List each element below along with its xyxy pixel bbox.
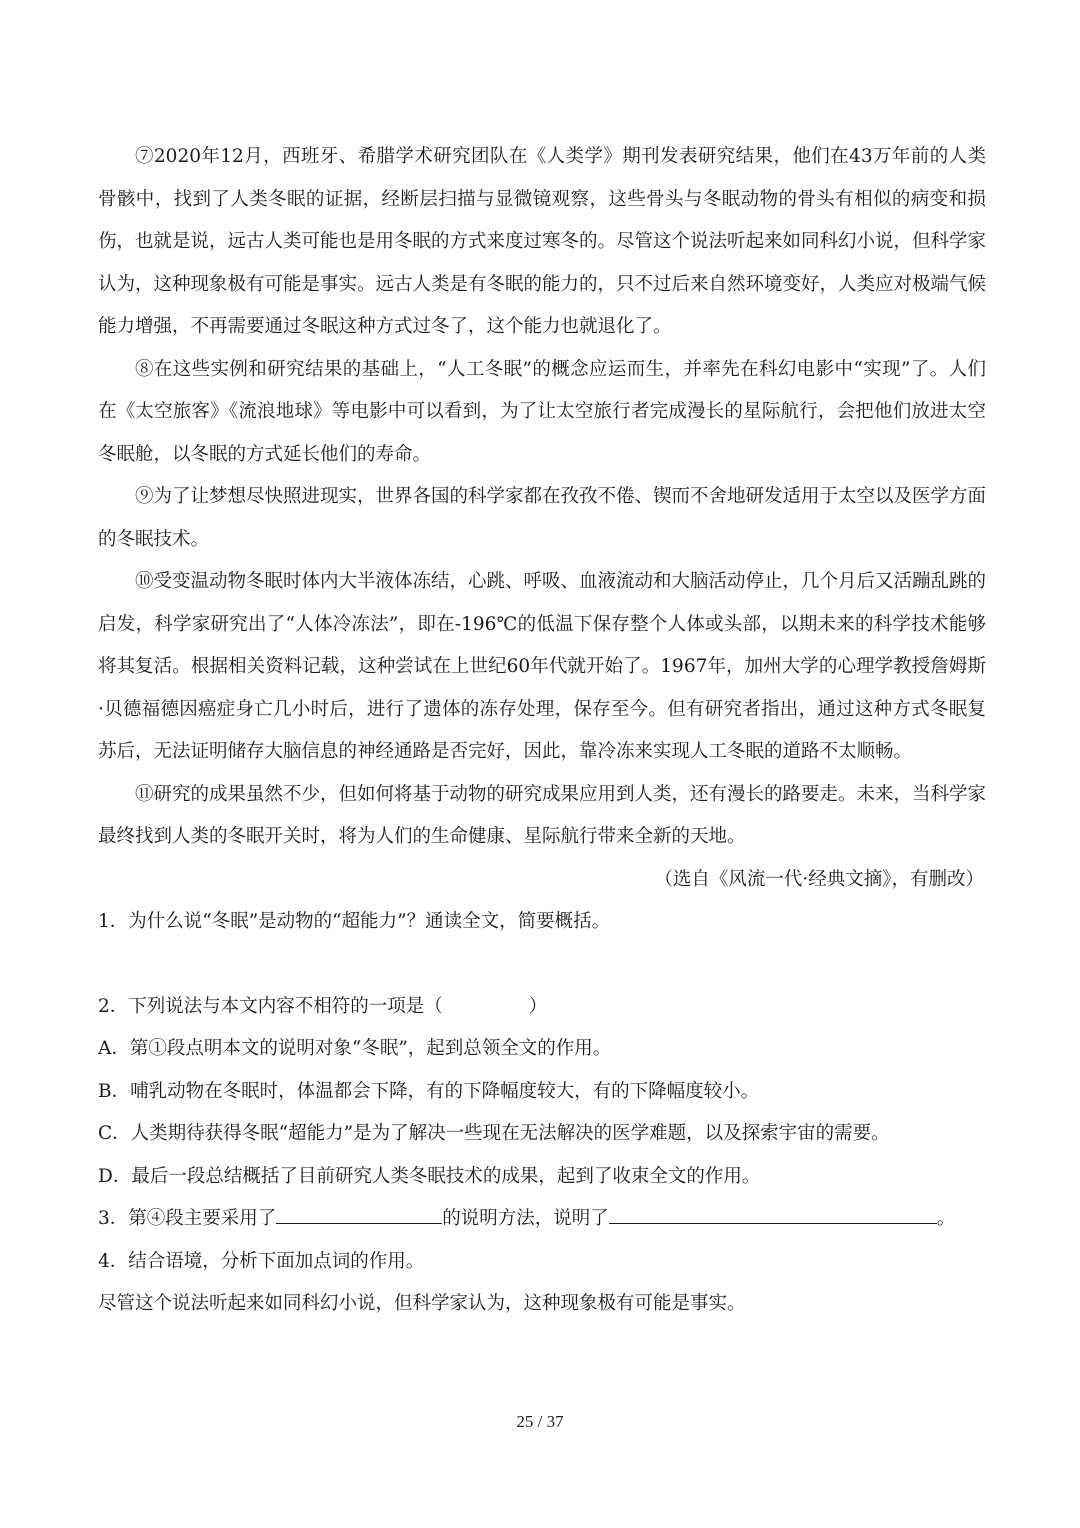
page-number: 25 / 37	[516, 1412, 564, 1431]
question-1: 1．为什么说“冬眠”是动物的“超能力”？通读全文，简要概括。	[98, 911, 611, 932]
question-4: 4．结合语境，分析下面加点词的作用。	[98, 1250, 425, 1272]
option-c: C．人类期待获得冬眠“超能力”是为了解决一些现在无法解决的医学难题，以及探索宇宙的需要。	[98, 1123, 890, 1144]
answer-blank-explanation	[609, 1204, 937, 1224]
question-3-part-1: 3．第④段主要采用了	[98, 1208, 277, 1229]
paragraph-8: ⑧在这些实例和研究结果的基础上，“人工冬眠”的概念应运而生，并率先在科幻电影中“实现”了。人们在《太空旅客》《流浪地球》等电影中可以看到，为了让太空旅行者完成漫长的星际航行，会把他们放进太空冬眠舱，以冬眠的方式延长他们的寿命。	[98, 358, 986, 465]
question-2-stem-close: ）	[528, 995, 548, 1017]
paragraph-9: ⑨为了让梦想尽快照进现实，世界各国的科学家都在孜孜不倦、锲而不舍地研发适用于太空以及医学方面的冬眠技术。	[98, 486, 987, 550]
option-a: A．第①段点明本文的说明对象“冬眠”，起到总领全文的作用。	[98, 1038, 612, 1059]
option-b: B．哺乳动物在冬眠时，体温都会下降，有的下降幅度较大，有的下降幅度较小。	[98, 1080, 760, 1102]
answer-blank-method	[276, 1204, 442, 1224]
question-3-part-3: 。	[936, 1208, 956, 1229]
question-2-stem	[98, 986, 986, 1029]
question-3	[98, 1198, 986, 1241]
question-3-part-2: 的说明方法，说明了	[442, 1208, 609, 1229]
paragraph-7: ⑦2020年12月，西班牙、希腊学术研究团队在《人类学》期刊发表研究结果，他们在43万年前的人类骨骸中，找到了人类冬眠的证据，经断层扫描与显微镜观察，这些骨头与冬眠动物的骨头有相似的病变和损伤，也就是说，远古人类可能也是用冬眠的方式来度过寒冬的。尽管这个说法听起来如同科幻小说，但科学家认为，这种现象极有可能是事实。远古人类是有冬眠的能力的，只不过后来自然环境变好，人类应对极端气候能力增强，不再需要通过冬眠这种方式过冬了，这个能力也就退化了。	[98, 146, 987, 337]
paragraph-10: ⑩受变温动物冬眠时体内大半液体冻结，心跳、呼吸、血液流动和大脑活动停止，几个月后又活蹦乱跳的启发，科学家研究出了“人体冷冻法”，即在-196℃的低温下保存整个人体或头部，以期未来的科学技术能够将其复活。根据相关资料记载，这种尝试在上世纪60年代就开始了。1967年，加州大学的心理学教授詹姆斯·贝德福德因癌症身亡几小时后，进行了遗体的冻存处理，保存至今。但有研究者指出，通过这种方式冬眠复苏后，无法证明储存大脑信息的神经通路是否完好，因此，靠冷冻来实现人工冬眠的道路不太顺畅。	[98, 571, 987, 762]
paragraph-11: ⑪研究的成果虽然不少，但如何将基于动物的研究成果应用到人类，还有漫长的路要走。未来，当科学家最终找到人类的冬眠开关时，将为人们的生命健康、星际航行带来全新的天地。	[98, 783, 987, 847]
question-2-stem-text: 2．下列说法与本文内容不相符的一项是（	[98, 995, 443, 1017]
source-citation: （选自《风流一代·经典文摘》，有删改）	[654, 868, 984, 890]
question-4-sentence: 尽管这个说法听起来如同科幻小说，但科学家认为，这种现象极有可能是事实。	[98, 1293, 746, 1314]
option-d: D．最后一段总结概括了目前研究人类冬眠技术的成果，起到了收束全文的作用。	[98, 1165, 761, 1187]
page-content	[98, 136, 986, 1326]
